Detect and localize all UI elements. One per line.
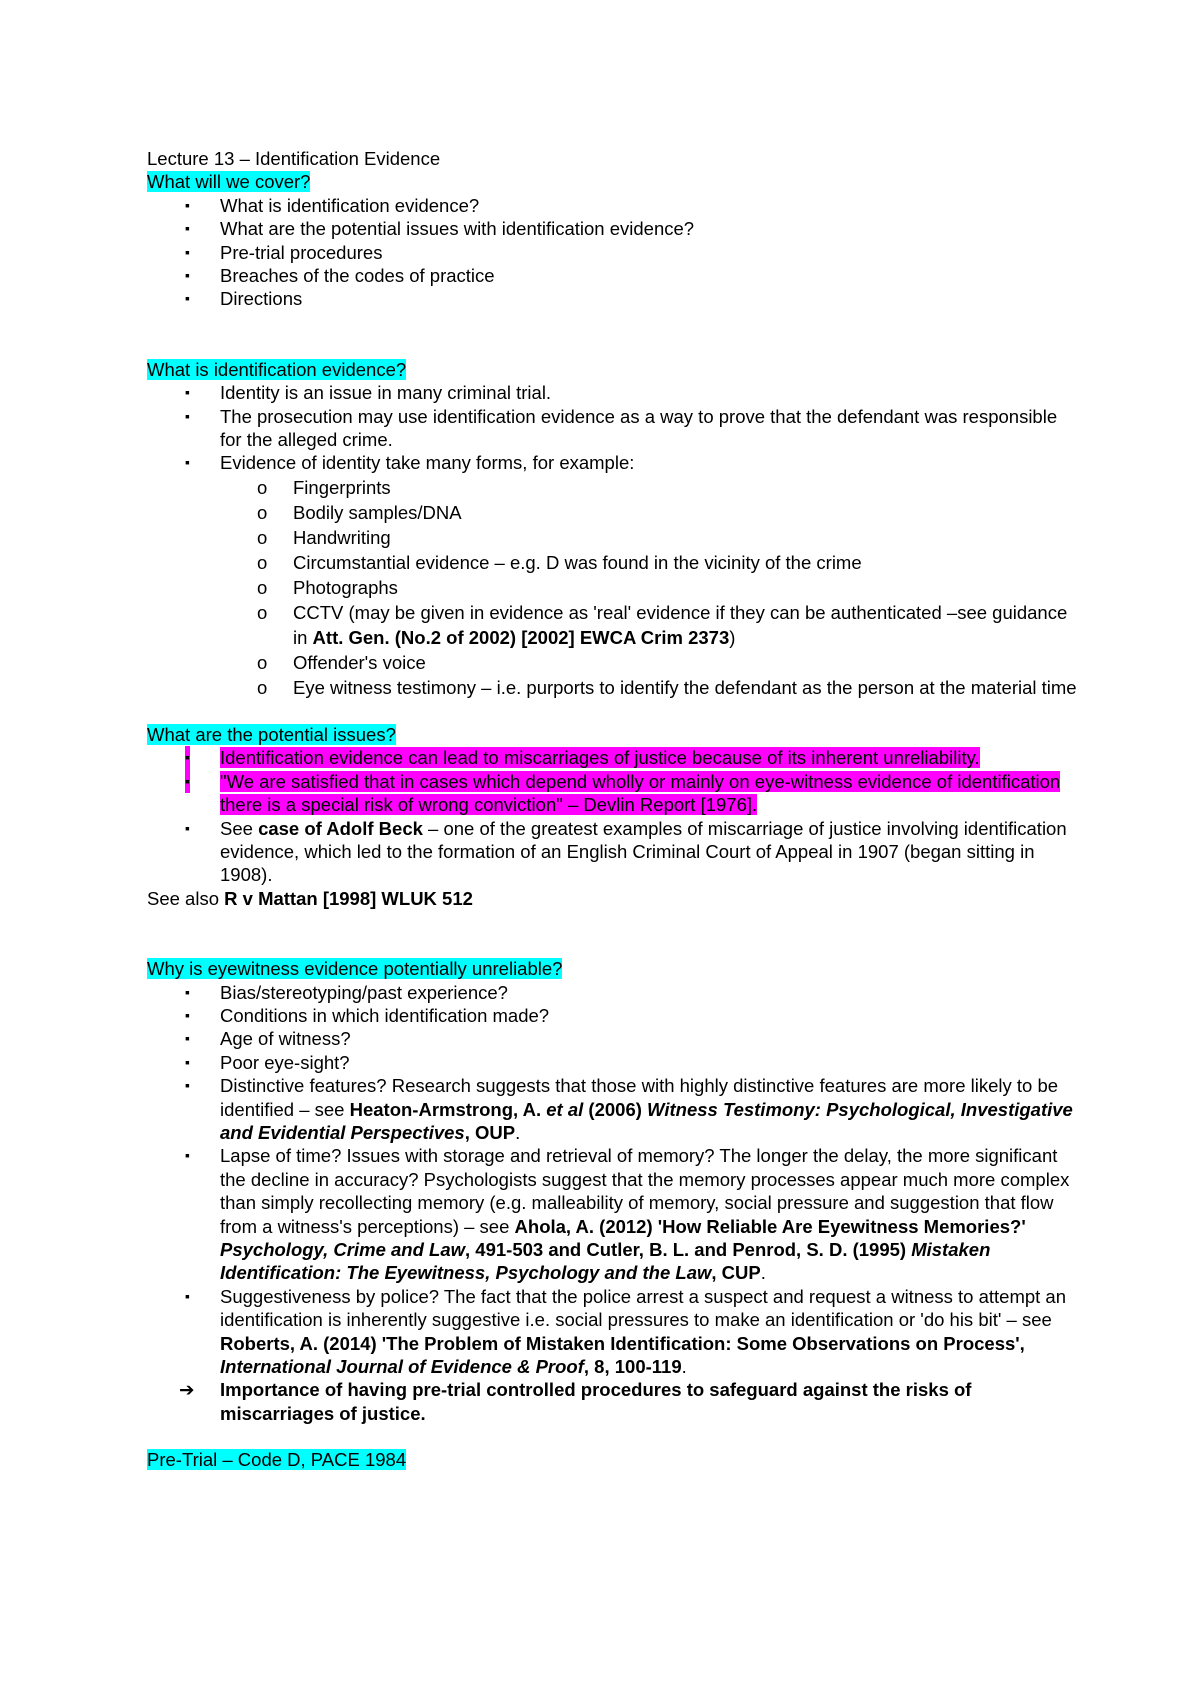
- bullet-icon: ▪: [185, 267, 190, 284]
- document-title: Lecture 13 – Identification Evidence: [147, 148, 441, 169]
- list-item-highlighted: ▪ "We are satisfied that in cases which depend wholly or mainly on eye-witness evidence of identification there is a special risk of wrong conviction" – Devlin Report [1976].: [185, 770, 1061, 816]
- what-is-list: [147, 381, 1077, 475]
- sub-list-item: o Handwriting: [257, 526, 391, 548]
- heading-text: What will we cover?: [147, 171, 311, 193]
- list-item: ▪ Age of witness?: [185, 1028, 351, 1050]
- citation: Roberts, A. (2014) 'The Problem of Mistaken Identification: Some Observations on Process',: [220, 1332, 1025, 1354]
- sub-list-item: o CCTV (may be given in evidence as 'real' evidence if they can be authenticated –see guidance in Att. Gen. (No.2 of 2002) [2002] EWCA Crim 2373): [257, 601, 1068, 648]
- section-heading-issues: What are the potential issues?: [147, 723, 396, 745]
- section-heading-pretrial: Pre-Trial – Code D, PACE 1984: [147, 1449, 407, 1471]
- sub-list-item: o Offender's voice: [257, 651, 426, 673]
- list-item: ▪ The prosecution may use identification evidence as a way to prove that the defendant was responsible for the alleged crime.: [185, 405, 1058, 451]
- bullet-icon: ▪: [185, 1006, 190, 1023]
- bullet-icon: ▪: [185, 196, 190, 213]
- section-heading-cover: [147, 170, 1077, 193]
- case-citation: R v Mattan [1998] WLUK 512: [224, 887, 473, 909]
- circle-bullet-icon: o: [257, 476, 268, 498]
- sub-list-item: o Eye witness testimony – i.e. purports to identify the defendant as the person at the material time: [257, 676, 1077, 698]
- unreliable-list: [147, 981, 1077, 1426]
- bullet-icon: ▪: [185, 983, 190, 1000]
- bullet-icon: ▪: [185, 290, 190, 307]
- circle-bullet-icon: o: [257, 676, 268, 698]
- sub-list-item: o Photographs: [257, 576, 398, 598]
- circle-bullet-icon: o: [257, 551, 268, 573]
- list-item: ▪ Bias/stereotyping/past experience?: [185, 981, 508, 1003]
- bullet-icon: ▪: [185, 243, 190, 260]
- sub-list-item: o Circumstantial evidence – e.g. D was found in the vicinity of the crime: [257, 551, 862, 573]
- citation: Heaton-Armstrong, A.: [349, 1098, 547, 1120]
- bullet-icon: ▪: [185, 1053, 190, 1070]
- cover-list: [147, 194, 1077, 311]
- circle-bullet-icon: o: [257, 526, 268, 548]
- bullet-icon: ▪: [185, 1147, 190, 1164]
- list-item: ▪ Poor eye-sight?: [185, 1051, 350, 1073]
- list-item: ▪ Directions: [185, 288, 303, 310]
- list-item: ▪ Distinctive features? Research suggests that those with highly distinctive features are more likely to be identified – see Heaton-Armstrong, A. et al (2006) Witness Testimony: Psychological, Investigative and Evidential Perspectives, OUP.: [185, 1075, 1073, 1143]
- sub-list-item: o Fingerprints: [257, 476, 391, 498]
- section-heading-unreliable: Why is eyewitness evidence potentially unreliable?: [147, 958, 563, 980]
- list-item: ▪ Conditions in which identification made?: [185, 1004, 550, 1026]
- list-item: ▪ Pre-trial procedures: [185, 241, 383, 263]
- bullet-icon: ▪: [185, 1030, 190, 1047]
- list-item: ▪ Breaches of the codes of practice: [185, 265, 495, 287]
- list-item: ▪ Evidence of identity take many forms, for example:: [185, 452, 635, 474]
- list-item: ▪ Lapse of time? Issues with storage and retrieval of memory? The longer the delay, the more significant the decline in accuracy? Psychologists suggest that the memory processes appear much more complex than simply recollecting memory (e.g. malleability of memory, social pressure and suggestion that flow from a witness's perceptions) – see Ahola, A. (2012) 'How Reliable Are Eyewitness Memories?' Psychology, Crime and Law, 491-503 and Cutler, B. L. and Penrod, S. D. (1995) Mistaken Identification: The Eyewitness, Psychology and the Law, CUP.: [185, 1145, 1070, 1284]
- circle-bullet-icon: o: [257, 501, 268, 523]
- circle-bullet-icon: o: [257, 601, 268, 623]
- list-item: ▪ What are the potential issues with identification evidence?: [185, 218, 695, 240]
- bullet-icon: ▪: [185, 454, 190, 471]
- list-item: ▪ Suggestiveness by police? The fact that the police arrest a suspect and request a witness to attempt an identification is inherently suggestive i.e. social pressures to make an identification or 'do his bit' – see Roberts, A. (2014) 'The Problem of Mistaken Identification: Some Observations on Process', International Journal of Evidence & Proof, 8, 100-119.: [185, 1285, 1067, 1378]
- bullet-icon: ▪: [185, 384, 190, 401]
- citation: Ahola, A. (2012) 'How Reliable Are Eyewitness Memories?': [514, 1215, 1026, 1237]
- bullet-icon: ▪: [185, 1077, 190, 1094]
- conclusion-item: ➔ Importance of having pre-trial controlled procedures to safeguard against the risks of miscarriages of justice.: [179, 1379, 972, 1424]
- case-citation: Att. Gen. (No.2 of 2002) [2002] EWCA Crim 2373: [312, 626, 730, 648]
- evidence-forms-list: [147, 475, 1077, 700]
- list-item: ▪ What is identification evidence?: [185, 194, 480, 216]
- document-body: [147, 147, 1077, 1472]
- bullet-icon: ▪: [185, 770, 190, 793]
- bullet-icon: ▪: [185, 407, 190, 424]
- circle-bullet-icon: o: [257, 576, 268, 598]
- issues-list: [147, 746, 1077, 886]
- see-also: See also R v Mattan [1998] WLUK 512: [147, 887, 473, 909]
- section-heading-what-is: What is identification evidence?: [147, 358, 407, 380]
- circle-bullet-icon: o: [257, 651, 268, 673]
- bullet-icon: ▪: [185, 819, 190, 836]
- bullet-icon: ▪: [185, 1287, 190, 1304]
- list-item: ▪ See case of Adolf Beck – one of the greatest examples of miscarriage of justice involving identification evidence, which led to the formation of an English Criminal Court of Appeal in 1907 (began sitting in 1908).: [185, 817, 1067, 886]
- bullet-icon: ▪: [185, 220, 190, 237]
- bullet-icon: ▪: [185, 746, 190, 769]
- list-item: ▪ Identity is an issue in many criminal trial.: [185, 382, 552, 404]
- case-citation: case of Adolf Beck: [258, 817, 423, 839]
- sub-list-item: o Bodily samples/DNA: [257, 501, 462, 523]
- list-item-highlighted: ▪ Identification evidence can lead to miscarriages of justice because of its inherent unreliability.: [185, 747, 980, 769]
- arrow-right-icon: ➔: [179, 1379, 195, 1401]
